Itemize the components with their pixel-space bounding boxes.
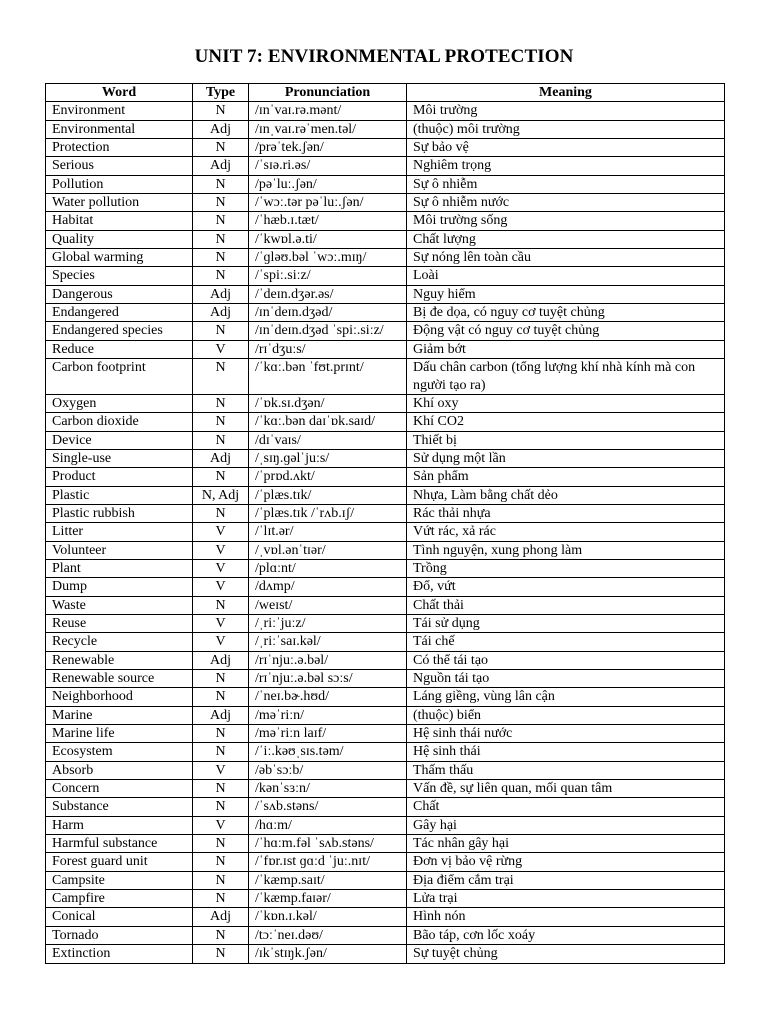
cell-meaning: Vấn đề, sự liên quan, mối quan tâm [407,780,725,798]
cell-meaning: Chất [407,798,725,816]
cell-pron: /ˌriːˈjuːz/ [249,614,407,632]
cell-meaning: Khí oxy [407,394,725,412]
table-row [46,340,725,358]
cell-meaning: Tác nhân gây hại [407,835,725,853]
vocabulary-table [45,83,725,964]
cell-type: N [193,431,249,449]
cell-type: N [193,504,249,522]
cell-pron: /ɪnˈdeɪn.dʒəd ˈspiː.siːz/ [249,322,407,340]
header-type: Type [193,84,249,102]
cell-word: Recycle [46,633,193,651]
cell-word: Neighborhood [46,688,193,706]
cell-pron: /weɪst/ [249,596,407,614]
table-row [46,816,725,834]
cell-type: V [193,541,249,559]
cell-pron: /ɪkˈstɪŋk.ʃən/ [249,945,407,963]
table-row [46,761,725,779]
cell-pron: /ˈhɑːm.fəl ˈsʌb.stəns/ [249,835,407,853]
cell-word: Habitat [46,212,193,230]
table-row [46,835,725,853]
cell-type: N [193,359,249,395]
cell-type: Adj [193,706,249,724]
cell-word: Dangerous [46,285,193,303]
cell-type: N [193,249,249,267]
cell-meaning: Vứt rác, xả rác [407,523,725,541]
cell-meaning: Tái sử dụng [407,614,725,632]
cell-meaning: Bị đe dọa, có nguy cơ tuyệt chủng [407,304,725,322]
cell-type: N [193,139,249,157]
cell-pron: /ˈkæmp.faɪər/ [249,890,407,908]
cell-word: Product [46,468,193,486]
table-row [46,431,725,449]
cell-pron: /ˈwɔː.tər pəˈluː.ʃən/ [249,194,407,212]
cell-meaning: Giảm bớt [407,340,725,358]
cell-meaning: (thuộc) biển [407,706,725,724]
cell-type: V [193,816,249,834]
cell-pron: /ˌvɒl.ənˈtɪər/ [249,541,407,559]
cell-type: N [193,212,249,230]
table-row [46,780,725,798]
cell-word: Carbon footprint [46,359,193,395]
cell-word: Environment [46,102,193,120]
cell-meaning: Chất thải [407,596,725,614]
cell-word: Reuse [46,614,193,632]
vocabulary-body [46,102,725,963]
table-row [46,596,725,614]
table-row [46,285,725,303]
cell-pron: /ˈkæmp.saɪt/ [249,871,407,889]
cell-type: N [193,890,249,908]
cell-word: Oxygen [46,394,193,412]
cell-meaning: Sự nóng lên toàn cầu [407,249,725,267]
table-row [46,725,725,743]
cell-meaning: (thuộc) môi trường [407,120,725,138]
cell-type: N [193,871,249,889]
cell-type: Adj [193,908,249,926]
cell-word: Waste [46,596,193,614]
table-row [46,267,725,285]
cell-word: Plastic rubbish [46,504,193,522]
cell-type: Adj [193,285,249,303]
cell-type: N [193,743,249,761]
cell-word: Device [46,431,193,449]
table-row [46,230,725,248]
table-row [46,157,725,175]
cell-meaning: Hệ sinh thái [407,743,725,761]
cell-pron: /ˈneɪ.bɚ.hʊd/ [249,688,407,706]
table-header-row [46,84,725,102]
cell-type: N [193,322,249,340]
cell-pron: /plɑːnt/ [249,559,407,577]
cell-type: N [193,175,249,193]
table-row [46,706,725,724]
cell-type: Adj [193,157,249,175]
cell-pron: /ˈiː.kəʊˌsɪs.təm/ [249,743,407,761]
cell-word: Litter [46,523,193,541]
cell-pron: /dɪˈvaɪs/ [249,431,407,449]
table-row [46,890,725,908]
cell-word: Dump [46,578,193,596]
table-row [46,304,725,322]
cell-meaning: Môi trường [407,102,725,120]
cell-meaning: Hình nón [407,908,725,926]
cell-type: N [193,798,249,816]
cell-word: Campsite [46,871,193,889]
cell-type: V [193,340,249,358]
cell-pron: /ˈɡləʊ.bəl ˈwɔː.mɪŋ/ [249,249,407,267]
table-row [46,633,725,651]
cell-pron: /məˈriːn laɪf/ [249,725,407,743]
cell-type: V [193,614,249,632]
cell-type: N, Adj [193,486,249,504]
cell-meaning: Có thể tái tạo [407,651,725,669]
cell-meaning: Rác thải nhựa [407,504,725,522]
cell-word: Plastic [46,486,193,504]
cell-pron: /pəˈluː.ʃən/ [249,175,407,193]
cell-type: Adj [193,651,249,669]
cell-meaning: Gây hại [407,816,725,834]
cell-meaning: Sự bảo vệ [407,139,725,157]
cell-type: V [193,761,249,779]
table-row [46,541,725,559]
cell-word: Campfire [46,890,193,908]
cell-word: Reduce [46,340,193,358]
table-row [46,798,725,816]
table-row [46,194,725,212]
cell-word: Tornado [46,926,193,944]
table-row [46,394,725,412]
cell-type: N [193,670,249,688]
cell-pron: /ˈsʌb.stəns/ [249,798,407,816]
cell-word: Ecosystem [46,743,193,761]
cell-pron: /məˈriːn/ [249,706,407,724]
cell-meaning: Thiết bị [407,431,725,449]
cell-pron: /ˈɒk.sɪ.dʒən/ [249,394,407,412]
cell-type: Adj [193,449,249,467]
cell-pron: /ˈlɪt.ər/ [249,523,407,541]
cell-type: N [193,945,249,963]
table-row [46,578,725,596]
cell-pron: /dʌmp/ [249,578,407,596]
table-row [46,413,725,431]
cell-type: N [193,835,249,853]
cell-pron: /ˌriːˈsaɪ.kəl/ [249,633,407,651]
cell-type: Adj [193,304,249,322]
cell-type: N [193,926,249,944]
cell-word: Plant [46,559,193,577]
cell-meaning: Môi trường sống [407,212,725,230]
table-row [46,651,725,669]
table-row [46,743,725,761]
cell-pron: /tɔːˈneɪ.dəʊ/ [249,926,407,944]
cell-pron: /ˈsɪə.ri.əs/ [249,157,407,175]
cell-meaning: Động vật có nguy cơ tuyệt chủng [407,322,725,340]
cell-pron: /ˈkɑː.bən daɪˈɒk.saɪd/ [249,413,407,431]
cell-type: N [193,468,249,486]
header-meaning: Meaning [407,84,725,102]
cell-word: Absorb [46,761,193,779]
table-row [46,559,725,577]
table-row [46,322,725,340]
cell-meaning: Nghiêm trọng [407,157,725,175]
cell-meaning: Lửa trại [407,890,725,908]
cell-meaning: Thấm thấu [407,761,725,779]
cell-meaning: Chất lượng [407,230,725,248]
cell-type: N [193,230,249,248]
table-row [46,926,725,944]
table-row [46,523,725,541]
cell-word: Conical [46,908,193,926]
cell-meaning: Tình nguyện, xung phong làm [407,541,725,559]
cell-word: Endangered species [46,322,193,340]
cell-pron: /ˈhæb.ɪ.tæt/ [249,212,407,230]
table-row [46,486,725,504]
cell-word: Extinction [46,945,193,963]
cell-meaning: Sự ô nhiễm [407,175,725,193]
cell-type: N [193,267,249,285]
table-row [46,670,725,688]
cell-meaning: Sự tuyệt chủng [407,945,725,963]
table-row [46,449,725,467]
cell-word: Quality [46,230,193,248]
cell-pron: /ˈplæs.tɪk/ [249,486,407,504]
table-row [46,359,725,395]
table-row [46,249,725,267]
cell-meaning: Nguy hiểm [407,285,725,303]
table-row [46,688,725,706]
cell-pron: /kənˈsɜːn/ [249,780,407,798]
cell-word: Marine life [46,725,193,743]
cell-meaning: Dấu chân carbon (tổng lượng khí nhà kính mà con người tạo ra) [407,359,725,395]
cell-pron: /ˈdeɪn.dʒər.əs/ [249,285,407,303]
cell-word: Volunteer [46,541,193,559]
cell-word: Renewable [46,651,193,669]
cell-type: N [193,194,249,212]
cell-meaning: Nguồn tái tạo [407,670,725,688]
cell-word: Renewable source [46,670,193,688]
header-word: Word [46,84,193,102]
cell-meaning: Trồng [407,559,725,577]
cell-pron: /rɪˈnjuː.ə.bəl/ [249,651,407,669]
cell-meaning: Đơn vị bảo vệ rừng [407,853,725,871]
page-title: UNIT 7: ENVIRONMENTAL PROTECTION [194,46,574,67]
cell-word: Marine [46,706,193,724]
cell-type: N [193,102,249,120]
cell-pron: /ˈkwɒl.ə.ti/ [249,230,407,248]
cell-meaning: Địa điểm cắm trại [407,871,725,889]
cell-pron: /ˈfɒr.ɪst ɡɑːd ˈjuː.nɪt/ [249,853,407,871]
cell-meaning: Bão táp, cơn lốc xoáy [407,926,725,944]
cell-pron: /ɪnˌvaɪ.rəˈmen.təl/ [249,120,407,138]
cell-type: N [193,688,249,706]
cell-word: Species [46,267,193,285]
cell-type: N [193,780,249,798]
cell-meaning: Loài [407,267,725,285]
cell-meaning: Nhựa, Làm bằng chất dẻo [407,486,725,504]
cell-meaning: Đổ, vứt [407,578,725,596]
cell-word: Carbon dioxide [46,413,193,431]
cell-pron: /ɪnˈdeɪn.dʒəd/ [249,304,407,322]
cell-type: Adj [193,120,249,138]
cell-type: V [193,559,249,577]
cell-pron: /ˌsɪŋ.ɡəlˈjuːs/ [249,449,407,467]
table-row [46,908,725,926]
cell-word: Concern [46,780,193,798]
cell-pron: /rɪˈnjuː.ə.bəl sɔːs/ [249,670,407,688]
table-row [46,871,725,889]
cell-meaning: Tái chế [407,633,725,651]
table-row [46,614,725,632]
table-row [46,120,725,138]
cell-word: Substance [46,798,193,816]
cell-word: Global warming [46,249,193,267]
cell-word: Harmful substance [46,835,193,853]
cell-pron: /ˈkɒn.ɪ.kəl/ [249,908,407,926]
cell-word: Single-use [46,449,193,467]
cell-pron: /ˈprɒd.ʌkt/ [249,468,407,486]
table-row [46,175,725,193]
cell-meaning: Sự ô nhiễm nước [407,194,725,212]
cell-pron: /əbˈsɔːb/ [249,761,407,779]
cell-type: V [193,633,249,651]
cell-meaning: Sản phẩm [407,468,725,486]
cell-meaning: Khí CO2 [407,413,725,431]
cell-type: N [193,725,249,743]
cell-type: N [193,853,249,871]
cell-type: V [193,523,249,541]
cell-pron: /ˈspiː.siːz/ [249,267,407,285]
cell-word: Endangered [46,304,193,322]
cell-pron: /ˈplæs.tɪk /ˈrʌb.ɪʃ/ [249,504,407,522]
table-row [46,853,725,871]
cell-pron: /prəˈtek.ʃən/ [249,139,407,157]
table-row [46,212,725,230]
cell-word: Pollution [46,175,193,193]
cell-word: Forest guard unit [46,853,193,871]
header-pronunciation: Pronunciation [249,84,407,102]
cell-meaning: Hệ sinh thái nước [407,725,725,743]
cell-type: N [193,596,249,614]
cell-word: Serious [46,157,193,175]
cell-meaning: Láng giềng, vùng lân cận [407,688,725,706]
table-row [46,102,725,120]
cell-type: N [193,413,249,431]
cell-type: N [193,394,249,412]
table-row [46,468,725,486]
cell-word: Environmental [46,120,193,138]
table-row [46,504,725,522]
cell-meaning: Sử dụng một lần [407,449,725,467]
cell-word: Protection [46,139,193,157]
cell-word: Harm [46,816,193,834]
cell-word: Water pollution [46,194,193,212]
cell-type: V [193,578,249,596]
table-row [46,945,725,963]
cell-pron: /rɪˈdʒuːs/ [249,340,407,358]
cell-pron: /ɪnˈvaɪ.rə.mənt/ [249,102,407,120]
table-row [46,139,725,157]
cell-pron: /hɑːm/ [249,816,407,834]
cell-pron: /ˈkɑː.bən ˈfʊt.prɪnt/ [249,359,407,395]
